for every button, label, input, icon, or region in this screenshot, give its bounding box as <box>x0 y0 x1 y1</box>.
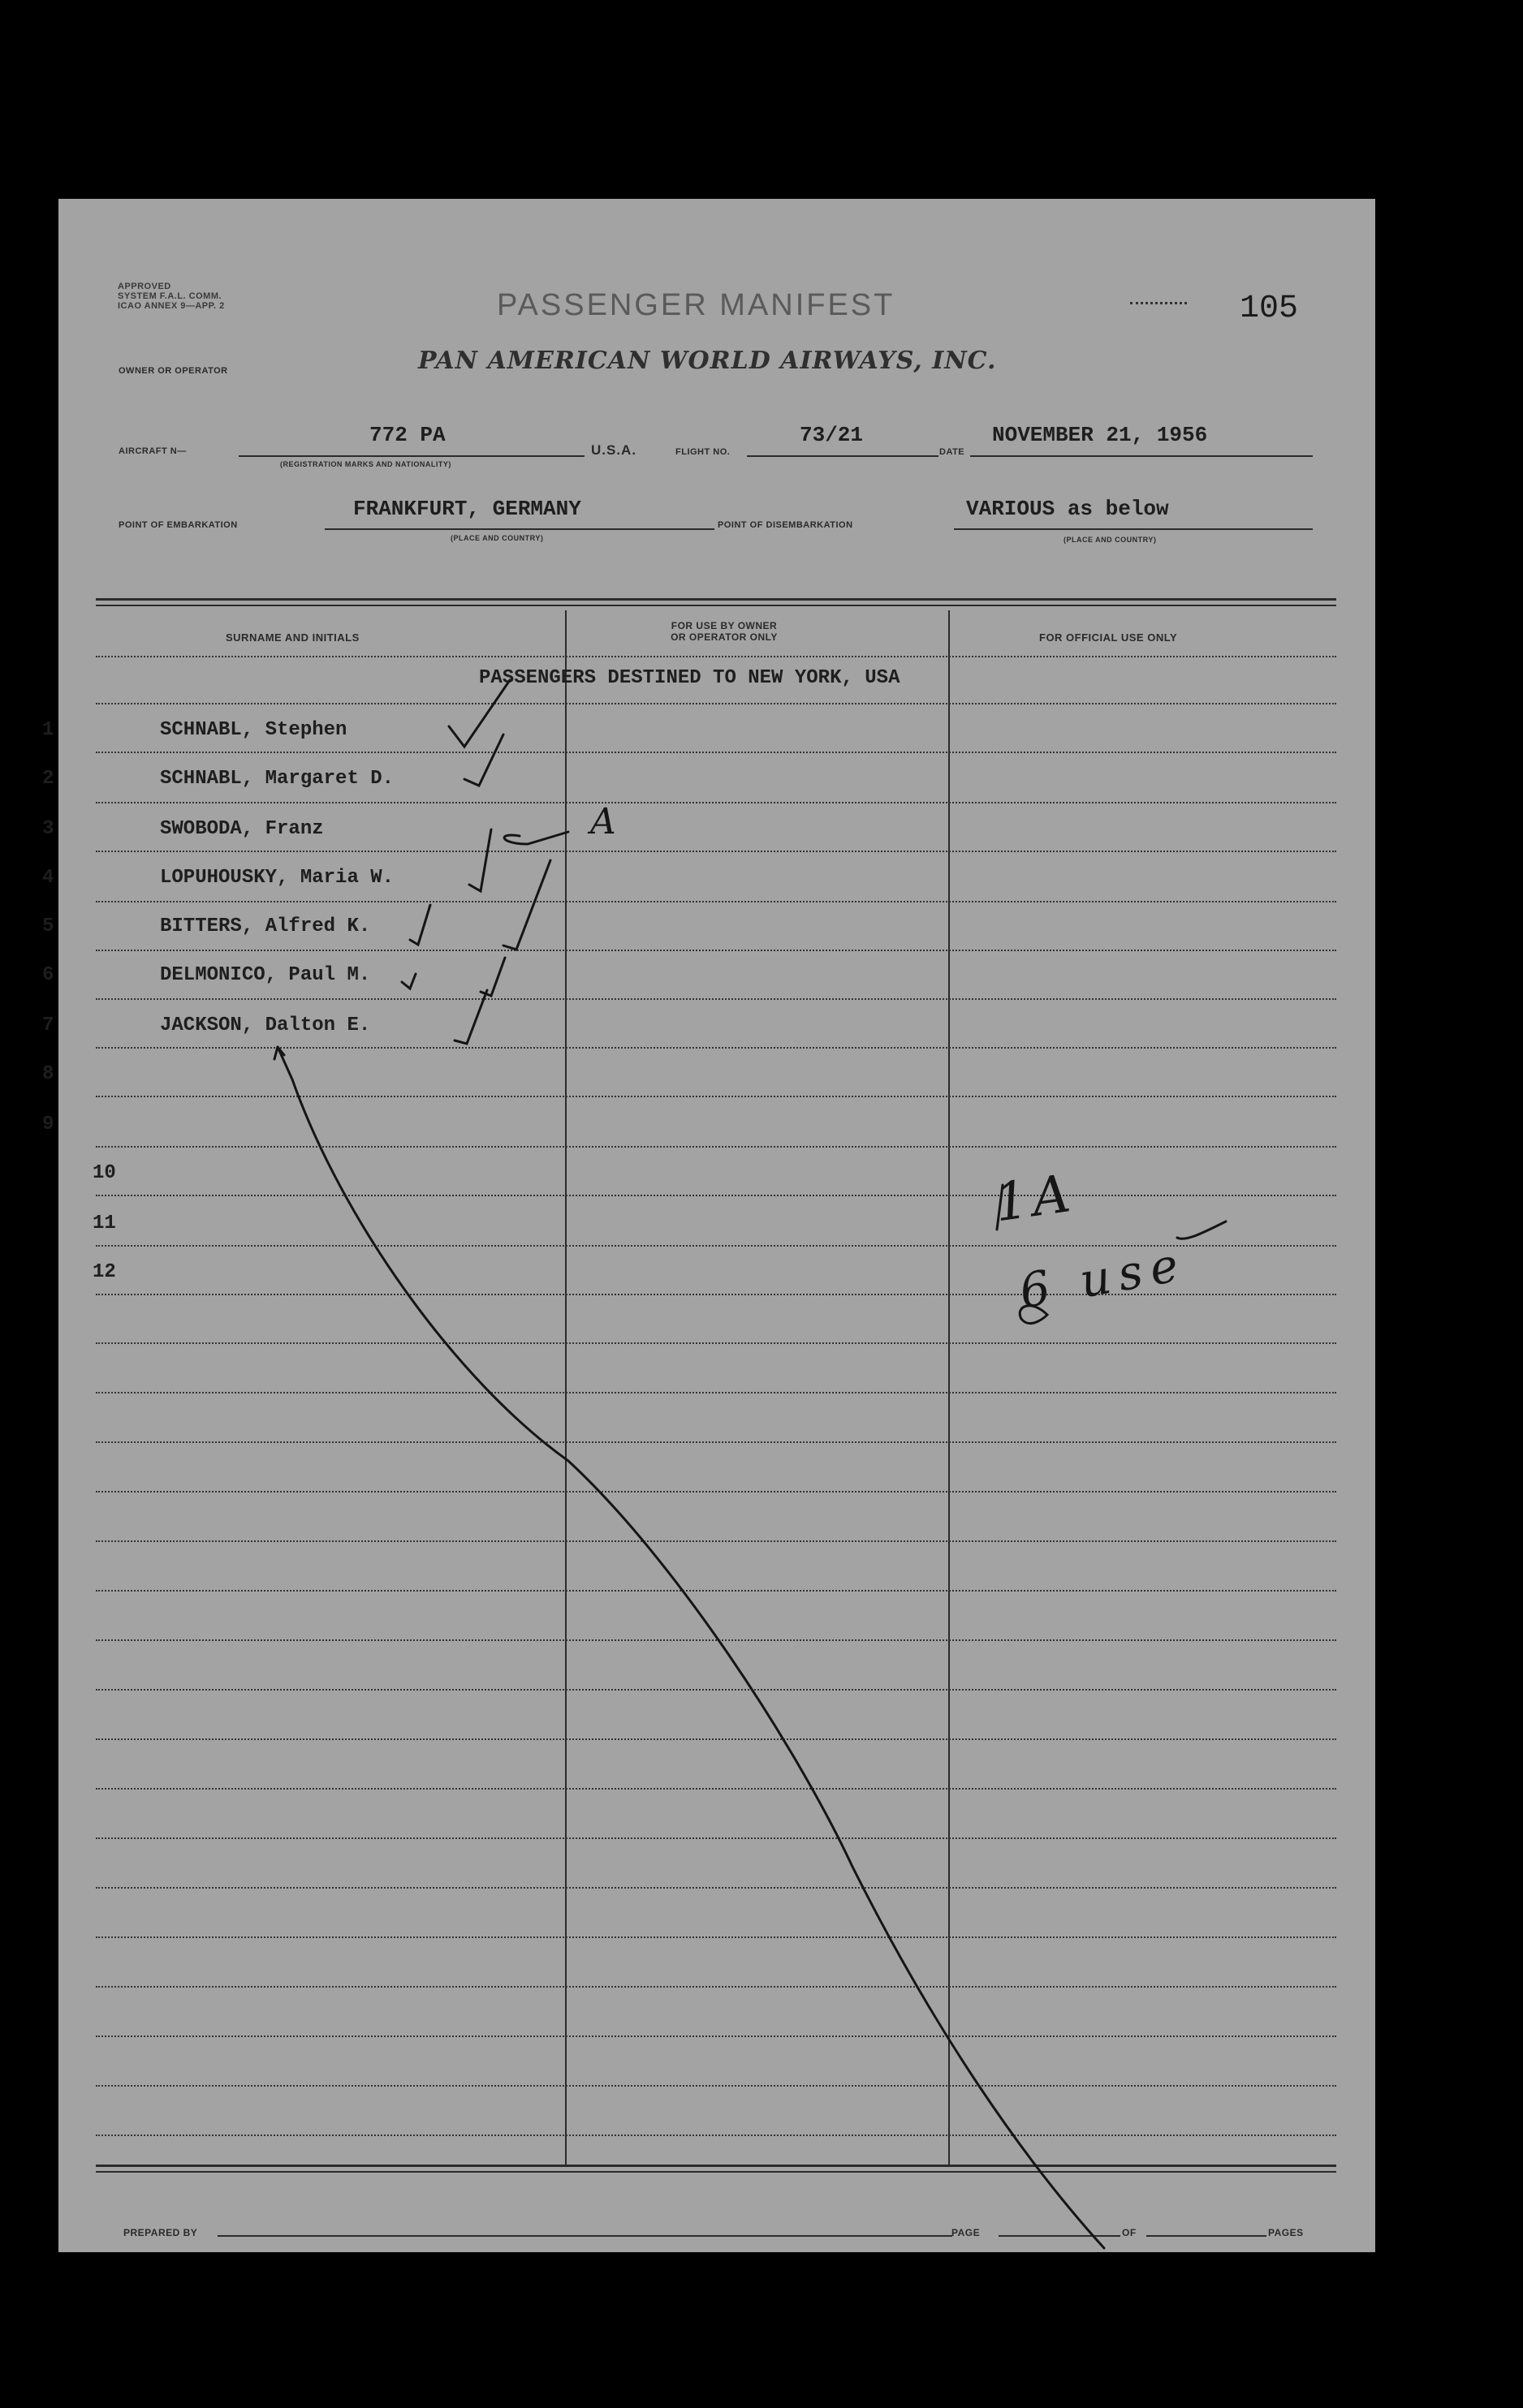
col-header-official: FOR OFFICIAL USE ONLY <box>1039 631 1178 644</box>
checkmark-icon <box>504 832 568 844</box>
official-note-line1: 1A <box>990 1163 1079 1234</box>
approval-line: SYSTEM F.A.L. COMM. <box>118 291 222 301</box>
passenger-name: BITTERS, Alfred K. <box>160 915 371 937</box>
passenger-name: SCHNABL, Margaret D. <box>160 768 395 790</box>
checkmark-icon <box>464 734 503 786</box>
diagonal-strike-line <box>278 1047 1104 2248</box>
row-number: 3 <box>42 818 54 840</box>
checkmark-icon <box>481 958 505 996</box>
checkmark-icon <box>469 829 491 891</box>
row-number: 10 <box>93 1162 116 1184</box>
flight-value: 73/21 <box>800 423 864 447</box>
aircraft-value: 772 PA <box>369 423 446 447</box>
row3-handwritten-note: A <box>590 801 616 842</box>
passenger-name: LOPUHOUSKY, Maria W. <box>160 867 395 889</box>
owner-value: PAN AMERICAN WORLD AIRWAYS, INC. <box>418 347 997 375</box>
checkmark-icon <box>455 990 487 1044</box>
row-number: 9 <box>42 1114 54 1135</box>
checkmark-icon <box>449 680 510 747</box>
col-header-owner-line1: FOR USE BY OWNER <box>671 620 778 631</box>
pages-label: PAGES <box>1268 2227 1304 2238</box>
passenger-name: JACKSON, Dalton E. <box>160 1014 371 1036</box>
embark-value: FRANKFURT, GERMANY <box>353 497 581 521</box>
col-header-surname: SURNAME AND INITIALS <box>226 631 360 644</box>
aircraft-label: AIRCRAFT N— <box>119 446 187 456</box>
row-number: 11 <box>93 1213 116 1234</box>
checkmark-icon <box>402 974 416 989</box>
date-label: DATE <box>939 447 965 457</box>
passenger-name: DELMONICO, Paul M. <box>160 964 371 986</box>
handwriting-stroke <box>1177 1221 1226 1238</box>
official-note-line2: 6 use <box>1015 1235 1191 1320</box>
of-label: OF <box>1122 2227 1137 2238</box>
date-value: NOVEMBER 21, 1956 <box>992 423 1208 447</box>
row-number: 12 <box>93 1261 116 1283</box>
page-title: PASSENGER MANIFEST <box>497 288 895 322</box>
embark-caption: (PLACE AND COUNTRY) <box>451 534 544 542</box>
passenger-name: SWOBODA, Franz <box>160 818 324 840</box>
row-number: 8 <box>42 1063 54 1085</box>
row-number: 4 <box>42 867 54 889</box>
row-number: 7 <box>42 1014 54 1036</box>
owner-label: OWNER OR OPERATOR <box>119 366 228 376</box>
section-heading: PASSENGERS DESTINED TO NEW YORK, USA <box>479 667 900 689</box>
approval-line: APPROVED <box>118 282 171 291</box>
row-number: 5 <box>42 915 54 937</box>
row-number: 6 <box>42 964 54 986</box>
embark-label: POINT OF EMBARKATION <box>119 520 238 530</box>
col-header-owner-line2: OR OPERATOR ONLY <box>671 631 778 643</box>
prepared-by-label: PREPARED BY <box>123 2227 198 2238</box>
row-number: 1 <box>42 719 54 741</box>
page-label: PAGE <box>951 2227 981 2238</box>
checkmark-icon <box>410 905 430 945</box>
page-number: 105 <box>1240 291 1299 327</box>
registration-caption: (REGISTRATION MARKS AND NATIONALITY) <box>280 460 451 468</box>
flight-label: FLIGHT NO. <box>675 447 731 457</box>
passenger-name: SCHNABL, Stephen <box>160 719 347 741</box>
checkmark-icon <box>503 860 550 950</box>
usa-label: U.S.A. <box>591 442 637 458</box>
disembark-label: POINT OF DISEMBARKATION <box>718 520 853 530</box>
approval-line: ICAO ANNEX 9—APP. 2 <box>118 301 225 311</box>
disembark-caption: (PLACE AND COUNTRY) <box>1064 536 1157 544</box>
row-number: 2 <box>42 768 54 790</box>
disembark-value: VARIOUS as below <box>966 497 1169 521</box>
